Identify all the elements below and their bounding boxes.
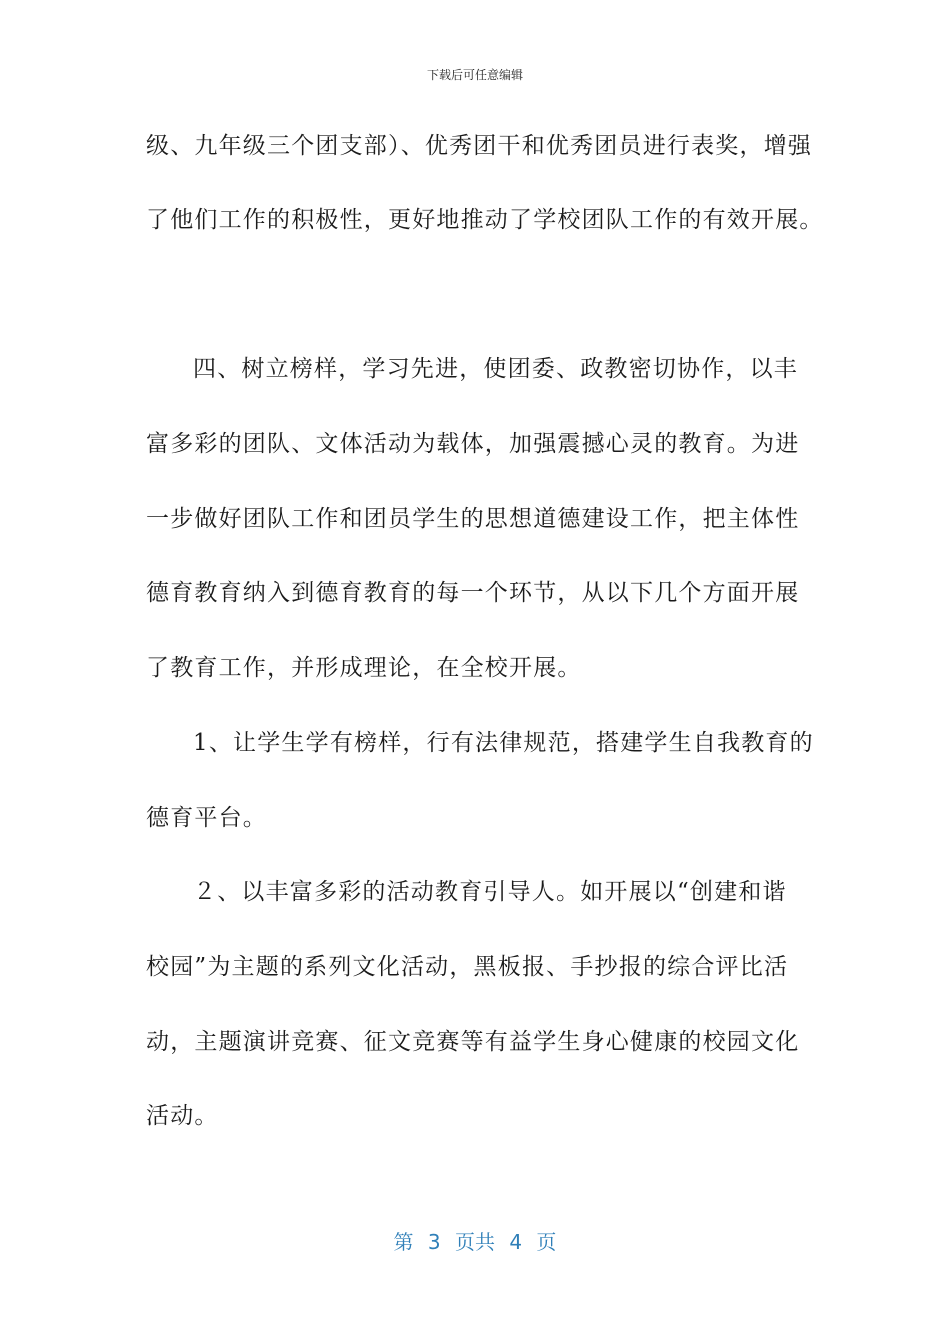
- body-line: 动，主题演讲竞赛、征文竞赛等有益学生身心健康的校园文化: [146, 1029, 800, 1055]
- body-line: 一步做好团队工作和团员学生的思想道德建设工作，把主体性: [146, 506, 800, 532]
- list-item-1-line: 1、让学生学有榜样，行有法律规范，搭建学生自我教育的: [193, 730, 814, 756]
- list-item-2-line: ２、以丰富多彩的活动教育引导人。如开展以“创建和谐: [193, 879, 787, 905]
- body-line: 德育教育纳入到德育教育的每一个环节，从以下几个方面开展: [146, 580, 800, 606]
- body-line: 校园”为主题的系列文化活动，黑板报、手抄报的综合评比活: [146, 954, 789, 980]
- body-line: 富多彩的团队、文体活动为载体，加强震撼心灵的教育。为进: [146, 431, 800, 457]
- body-line: 了他们工作的积极性，更好地推动了学校团队工作的有效开展。: [146, 207, 824, 233]
- page-number-footer: 第 3 页共 4 页: [393, 1230, 557, 1254]
- body-line: 德育平台。: [146, 805, 267, 831]
- body-line: 活动。: [146, 1103, 219, 1129]
- body-line: 级、九年级三个团支部）、优秀团干和优秀团员进行表奖，增强: [146, 133, 813, 159]
- page-header: 下载后可任意编辑: [426, 68, 523, 82]
- body-line: 了教育工作，并形成理论，在全校开展。: [146, 655, 582, 681]
- paragraph-start-line: 四、树立榜样，学习先进，使团委、政教密切协作，以丰: [193, 356, 798, 382]
